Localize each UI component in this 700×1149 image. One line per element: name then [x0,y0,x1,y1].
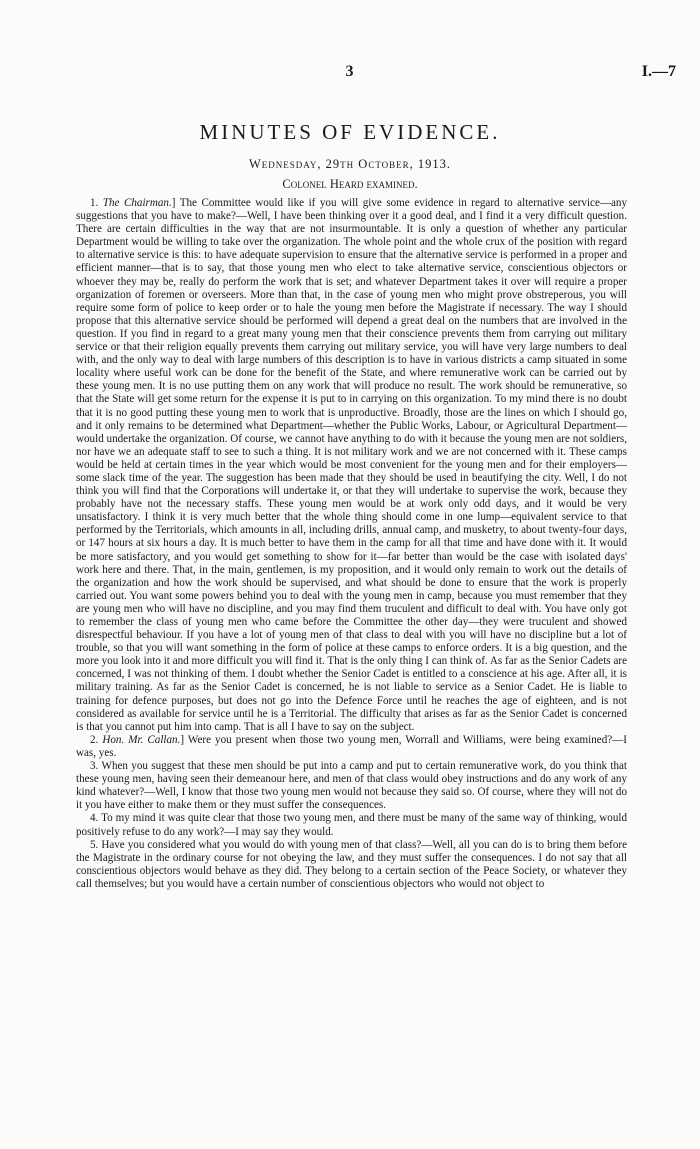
evidence-paragraph [76,812,627,838]
paragraph-number: 1. [90,197,99,209]
witness-line: Colonel Heard examined. [282,177,418,191]
paragraph-text: When you suggest that these men should be put into a camp and put to certain remunerative work, do you think that these young men, having seen their demeanour here, and men of that class would obey instructions and do any work of any kind whatever?—Well, I know that those two young men would not because they said so. Of course, where they will not do it you have either to make them or they must suffer the consequences. [76,760,628,812]
paper-reference: I.—7 [641,63,676,80]
page-title: MINUTES OF EVIDENCE. [199,120,501,144]
paragraph-number: 2. [90,733,99,746]
speaker-name: The Chairman. [102,197,172,209]
evidence-paragraph [76,734,627,760]
paragraph-text: Have you considered what you would do with young men of that class?—Well, all you can do is to bring them before the Magistrate in the ordinary course for not obeying the law, and they must suffer the consequences. I do not say that all conscientious objectors would behave as they did. They belong to a certain section of the Peace Society, or whatever they call themselves; but you would have a certain number of conscientious objectors who would not object to [76,838,627,890]
page-number: 3 [345,63,355,80]
evidence-body [76,197,627,891]
paragraph-number: 4. [90,812,99,825]
speaker-name: Hon. Mr. Callan. [102,733,181,746]
paragraph-number: 5. [90,838,99,851]
evidence-paragraph [76,197,627,734]
evidence-paragraph [76,760,627,812]
evidence-paragraph [76,839,627,891]
paragraph-text: ] The Committee would like if you will give some evidence in regard to alternative service—any suggestions that you have to make?—Well, I have been thinking over it a good deal, and I find it a very difficult question. There are certain difficulties in the way that are not insurmountable. It is only a question of whether any particular Department would be willing to take over the organization. The whole point and the whole crux of the position with regard to alternative service is this: to have adequate supervision to ensure that the alternative service is performed in a proper and efficient manner—that is to say, that those young men who elect to take alternative service, conscientious objectors or whoever they may be, really do perform the work that is set; and whatever Department takes it over will require a proper organization of foremen or overseers. More than that, in the case of young men who might prove obstreperous, you will require some form of police to keep order or to hale the young men before the Magistrate if necessary. The way I should propose that this alternative service should be performed will depend a great deal on the numbers that are involved in the question. If you find in regard to a great many young men that their conscience prevents them from carrying out military service or that their religion equally prevents them carrying out military service, you will have very large numbers to deal with, and the only way to deal with large numbers of this description is to have in various districts a camp situated in some locality where useful work can be done for the benefit of the State, and where remunerative work can be carried out by these young men. It is no use putting them on any work that will produce no result. The work should be remunerative, so that the State will get some return for the expense it is put to in carrying on this organization. To my mind there is no doubt that it is no good putting these young men to work that is unproductive. Broadly, those are the lines on which I should go, and it only remains to be determined what Department—whether the Public Works, Labour, or Agricultural Department—would undertake the organization. Of course, we cannot have anything to do with it because the young men are not soldiers, nor have we an adequate staff to see to such a thing. It is not military work and we are not concerned with it. These camps would be held at certain times in the year which would be most convenient for the young men and for their employers—some slack time of the year. The suggestion has been made that they should be used in beautifying the city. Well, I do not think you will find that the Corporations will undertake it, or that they will undertake to supervise the work, because they probably have not the necessary staffs. These young men would be at work only odd days, and it would be very unsatisfactory. I think it is very much better that the whole thing should come in one lump—equivalent service to that performed by the Territorials, which amounts in all, including drills, annual camp, and musketry, to about twenty-four days, or 147 hours at six hours a day. It is much better to have them in the camp for all that time and have done with it. It would be more satisfactory, and you would get something to show for it—far better than would be the case with isolated days' work here and there. That, in the main, gentlemen, is my proposition, and it would only remain to work out the details of the organization and how the work should be supervised, and what should be done to ensure that the work is properly carried out. You want some powers behind you to deal with the young men in camp, because you must remember that they are young men who will have no discipline, and you may find them truculent and difficult to deal with. You have only got to remember the class of young men who came before the Committee the other day—they were truculent and showed disrespectful behaviour. If you have a lot of young men of that class to deal with you will have no discipline but a lot of trouble, so that you will want something in the form of police at these camps to enforce orders. It is a big question, and the more you look into it and more difficult you will find it. That is the only thing I can think of. As far as the Senior Cadets are concerned, I was not thinking of them. I doubt whether the Senior Cadet is entitled to a conscience at his age. After all, it is military training. As far as the Senior Cadet is concerned, he is not liable to service as a Senior Cadet. He is liable to training for defence purposes, but does not go into the Defence Force until he reaches the age of eighteen, and is not considered as available for service until he is a Territorial. The difficulty that arises as far as the Senior Cadet is concerned is that you cannot put him into camp. That is all I have to say on the subject. [76,197,628,733]
paragraph-text: ] Were you present when those two young men, Worrall and Williams, were being examined?—I was, yes. [76,733,627,759]
paragraph-number: 3. [90,760,99,773]
paragraph-text: To my mind it was quite clear that those two young men, and there must be many of the same way of thinking, would positively refuse to do any work?—I may say they would. [76,812,628,838]
hearing-date: Wednesday, 29th October, 1913. [248,157,452,171]
